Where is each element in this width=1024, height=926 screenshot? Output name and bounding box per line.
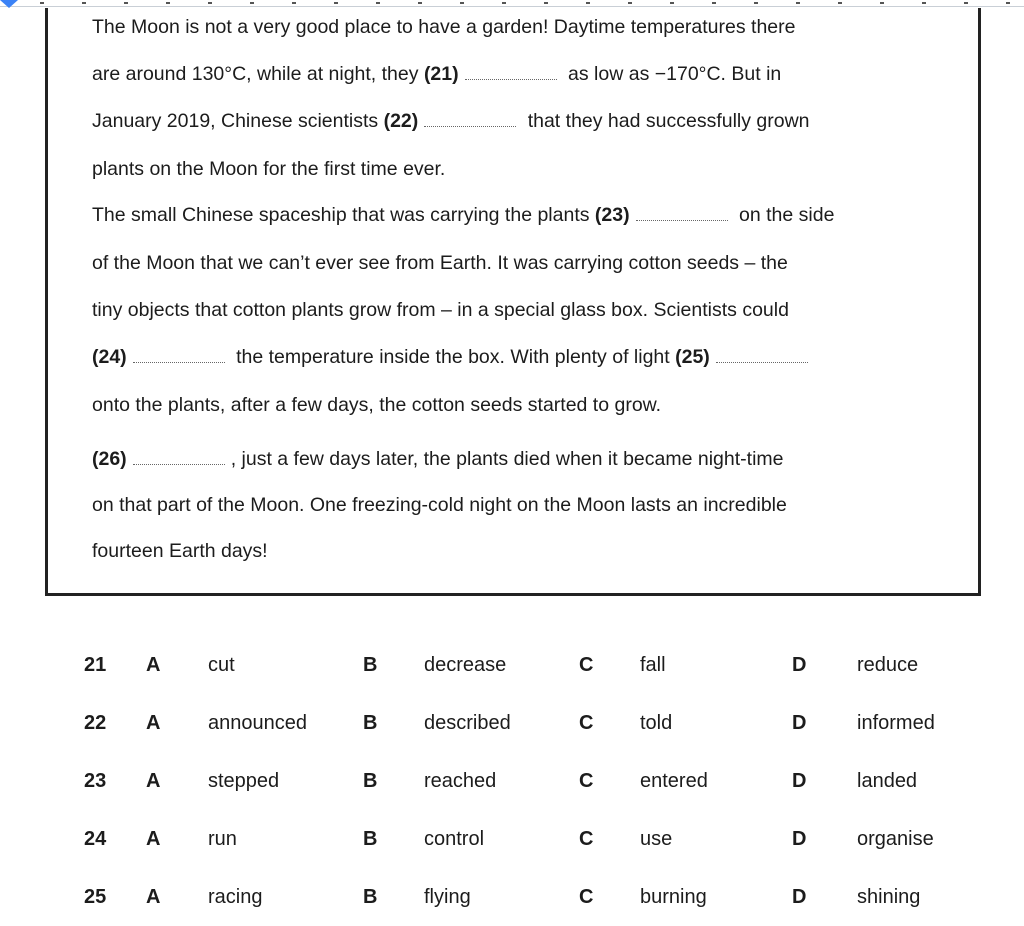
ruler-tick	[544, 2, 548, 4]
ruler-tick	[712, 2, 716, 4]
answer-gap-26[interactable]	[133, 450, 225, 465]
passage-line: of the Moon that we can’t ever see from Earth. It was carrying cotton seeds – the	[92, 252, 788, 274]
option-letter-c: C	[579, 886, 594, 908]
ruler-tick	[628, 2, 632, 4]
line-text: are around 130°C, while at night, they	[92, 63, 419, 85]
question-row-22	[0, 712, 1024, 752]
ruler-tick	[586, 2, 590, 4]
ruler-tick	[124, 2, 128, 4]
passage-line	[92, 110, 810, 133]
answer-gap-25[interactable]	[716, 348, 808, 363]
option-letter-a: A	[146, 828, 161, 850]
line-text: , just a few days later, the plants died when it became night-time	[230, 448, 784, 470]
option-letter-c: C	[579, 828, 594, 850]
option-letter-d: D	[792, 770, 807, 792]
option-letter-d: D	[792, 712, 807, 734]
ruler-tick	[796, 2, 800, 4]
option-c[interactable]: burning	[640, 886, 707, 908]
option-letter-a: A	[146, 770, 161, 792]
option-letter-b: B	[363, 712, 378, 734]
ruler-tick	[460, 2, 464, 4]
option-letter-d: D	[792, 654, 807, 676]
option-b[interactable]: described	[424, 712, 511, 734]
passage-line	[92, 346, 814, 369]
passage-line: The Moon is not a very good place to have a garden! Daytime temperatures there	[92, 16, 796, 38]
ruler-tick	[880, 2, 884, 4]
question-number: 25	[84, 886, 107, 908]
option-letter-a: A	[146, 654, 161, 676]
indent-marker-icon[interactable]	[0, 0, 18, 8]
question-number: 22	[84, 712, 107, 734]
ruler-tick	[82, 2, 86, 4]
option-d[interactable]: shining	[857, 886, 921, 908]
passage-line: plants on the Moon for the first time ever.	[92, 158, 446, 180]
gap-number: (21)	[423, 63, 459, 85]
option-letter-b: B	[363, 886, 378, 908]
option-letter-c: C	[579, 654, 594, 676]
question-row-25	[0, 886, 1024, 926]
line-text: as low as −170°C. But in	[568, 63, 782, 85]
ruler-tick	[838, 2, 842, 4]
ruler-tick	[208, 2, 212, 4]
option-letter-b: B	[363, 654, 378, 676]
line-text: on the side	[739, 204, 835, 226]
option-c[interactable]: fall	[640, 654, 666, 676]
option-b[interactable]: reached	[424, 770, 497, 792]
option-d[interactable]: reduce	[857, 654, 919, 676]
option-a[interactable]: announced	[208, 712, 307, 734]
ruler-tick	[502, 2, 506, 4]
passage-line: tiny objects that cotton plants grow from – in a special glass box. Scientists could	[92, 299, 789, 321]
ruler-tick	[670, 2, 674, 4]
gap-number: (23)	[594, 204, 630, 226]
ruler-tick	[754, 2, 758, 4]
ruler-tick	[292, 2, 296, 4]
answer-gap-24[interactable]	[133, 348, 225, 363]
ruler-tick	[922, 2, 926, 4]
option-d[interactable]: organise	[857, 828, 934, 850]
option-letter-c: C	[579, 712, 594, 734]
option-a[interactable]: stepped	[208, 770, 280, 792]
option-c[interactable]: told	[640, 712, 673, 734]
passage-box	[45, 8, 981, 596]
answer-gap-21[interactable]	[465, 65, 557, 80]
option-d[interactable]: landed	[857, 770, 918, 792]
option-c[interactable]: use	[640, 828, 673, 850]
option-b[interactable]: control	[424, 828, 485, 850]
question-number: 23	[84, 770, 107, 792]
option-b[interactable]: decrease	[424, 654, 507, 676]
option-b[interactable]: flying	[424, 886, 471, 908]
option-letter-d: D	[792, 886, 807, 908]
line-text: the temperature inside the box. With plenty of light	[236, 346, 670, 368]
ruler-tick	[418, 2, 422, 4]
question-row-24	[0, 828, 1024, 868]
option-a[interactable]: run	[208, 828, 237, 850]
option-letter-d: D	[792, 828, 807, 850]
passage-line	[92, 63, 781, 86]
ruler-tick	[166, 2, 170, 4]
question-number: 21	[84, 654, 107, 676]
passage-line: on that part of the Moon. One freezing-cold night on the Moon lasts an incredible	[92, 494, 787, 516]
option-letter-a: A	[146, 712, 161, 734]
passage-line: fourteen Earth days!	[92, 540, 268, 562]
gap-number: (25)	[675, 346, 710, 368]
question-number: 24	[84, 828, 107, 850]
option-a[interactable]: cut	[208, 654, 235, 676]
line-text: The small Chinese spaceship that was carrying the plants	[92, 204, 590, 226]
answer-gap-23[interactable]	[636, 206, 728, 221]
ruler-tick	[1006, 2, 1010, 4]
passage-line: onto the plants, after a few days, the cotton seeds started to grow.	[92, 394, 662, 416]
option-letter-c: C	[579, 770, 594, 792]
gap-number: (26)	[92, 448, 127, 470]
ruler-tick	[40, 2, 44, 4]
option-letter-b: B	[363, 828, 378, 850]
option-letter-a: A	[146, 886, 161, 908]
option-c[interactable]: entered	[640, 770, 708, 792]
question-row-23	[0, 770, 1024, 810]
passage-line	[92, 204, 834, 227]
ruler-tick	[964, 2, 968, 4]
ruler-tick	[250, 2, 254, 4]
ruler-line	[0, 6, 1024, 7]
option-d[interactable]: informed	[857, 712, 935, 734]
question-row-21	[0, 654, 1024, 694]
line-text: January 2019, Chinese scientists	[92, 110, 379, 132]
passage-line	[92, 448, 784, 471]
gap-number: (22)	[383, 110, 419, 132]
gap-number: (24)	[92, 346, 127, 368]
line-text: that they had successfully grown	[527, 110, 810, 132]
option-a[interactable]: racing	[208, 886, 263, 908]
ruler-tick	[334, 2, 338, 4]
ruler-tick	[376, 2, 380, 4]
answer-gap-22[interactable]	[424, 112, 516, 127]
option-letter-b: B	[363, 770, 378, 792]
